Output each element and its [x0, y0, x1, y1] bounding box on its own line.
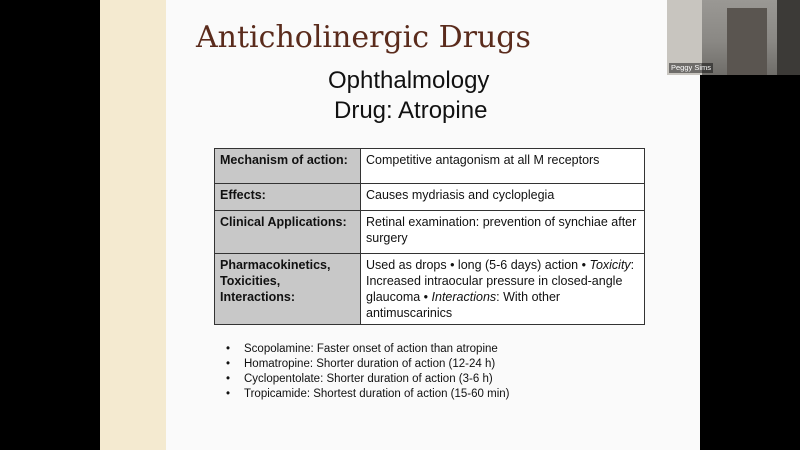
- participant-video-tile[interactable]: [667, 0, 800, 75]
- row-value: Competitive antagonism at all M receptors: [361, 149, 645, 184]
- row-value: Causes mydriasis and cycloplegia: [361, 184, 645, 211]
- value-text: : Increased intraocular pressure in closed-angle glaucoma •: [366, 258, 635, 304]
- slide-title: Anticholinergic Drugs: [196, 20, 531, 55]
- subtitle-drug: Drug: Atropine: [334, 97, 488, 124]
- interactions-label: Interactions: [431, 290, 497, 304]
- value-text: Used as drops • long (5-6 days) action •: [366, 258, 590, 272]
- slide-subtitle: [328, 66, 489, 126]
- left-letterbox: [0, 0, 100, 450]
- row-label: Pharmacokinetics, Toxicities, Interactions:: [215, 254, 361, 325]
- row-label: Mechanism of action:: [215, 149, 361, 184]
- list-item: • Cyclopentolate: Shorter duration of action (3-6 h): [226, 372, 509, 387]
- table-row: [215, 254, 645, 325]
- subtitle-topic: Ophthalmology: [328, 67, 490, 94]
- presentation-slide: [166, 0, 700, 450]
- row-value: Retinal examination: prevention of synchiae after surgery: [361, 211, 645, 254]
- row-label: Clinical Applications:: [215, 211, 361, 254]
- row-value: [361, 254, 645, 325]
- slide-side-border: [100, 0, 166, 450]
- list-item: • Tropicamide: Shortest duration of action (15-60 min): [226, 387, 509, 402]
- table-row: [215, 149, 645, 184]
- toxicity-label: Toxicity: [589, 258, 631, 272]
- video-background: [777, 0, 800, 75]
- table-row: [215, 211, 645, 254]
- video-background: [727, 8, 767, 75]
- table-row: [215, 184, 645, 211]
- related-drugs-list: [226, 342, 509, 402]
- list-item: • Homatropine: Shorter duration of action (12-24 h): [226, 357, 509, 372]
- value-text: : With other antimuscarinics: [366, 290, 561, 320]
- list-item: • Scopolamine: Faster onset of action than atropine: [226, 342, 509, 357]
- row-label: Effects:: [215, 184, 361, 211]
- drug-info-table: [214, 148, 645, 325]
- participant-name: Peggy Sims: [671, 63, 712, 72]
